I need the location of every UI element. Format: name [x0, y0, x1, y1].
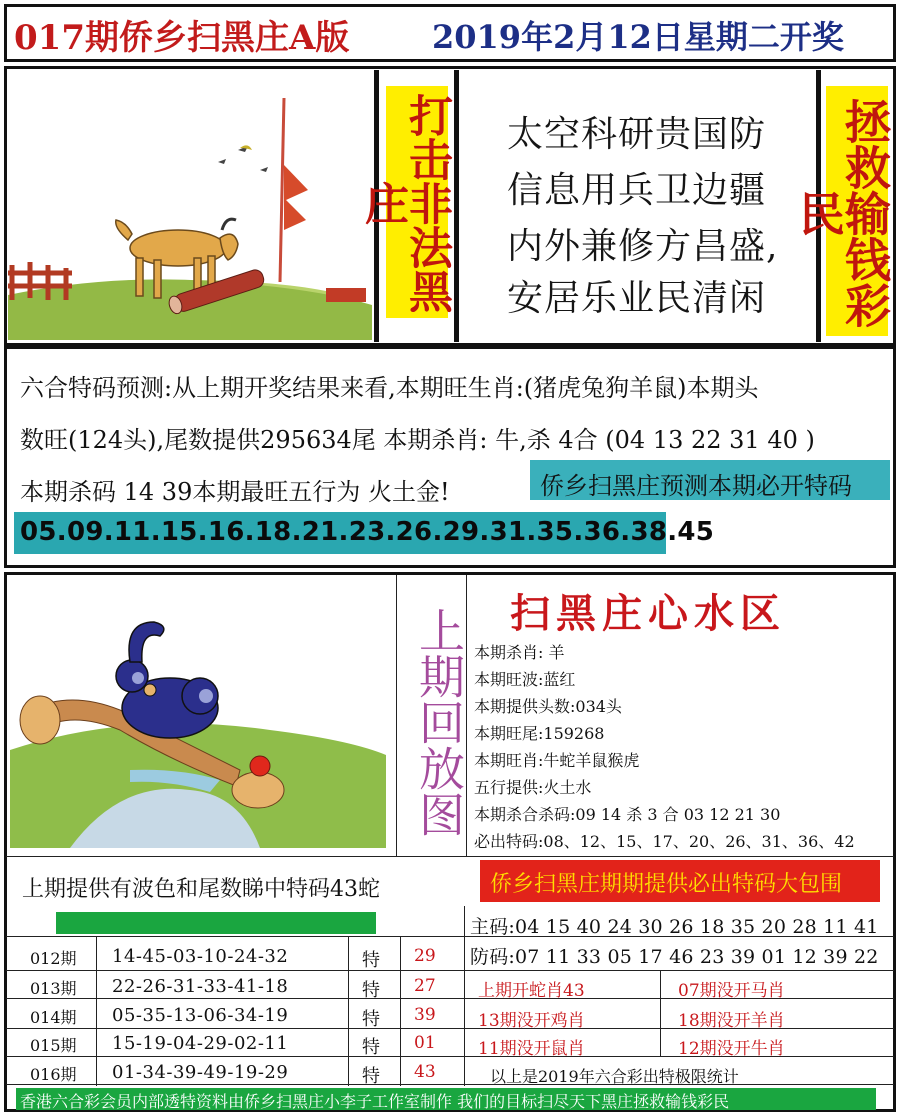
- info-line: 必出特码:08、12、15、17、20、26、31、36、42: [474, 832, 855, 851]
- poem-line: 太空科研贵国防: [507, 114, 767, 155]
- history-te: 特: [362, 1066, 380, 1087]
- poem-line: 内外兼修方昌盛,: [507, 226, 779, 267]
- note-left: 11期没开鼠肖: [478, 1039, 585, 1059]
- history-numbers: 15-19-04-29-02-11: [112, 1033, 289, 1054]
- divider: [466, 575, 467, 857]
- issue-title: 017期侨乡扫黑庄A版: [14, 18, 350, 58]
- must-open-banner: 侨乡扫黑庄期期提供必出特码大包围: [480, 860, 880, 902]
- divider: [464, 906, 465, 1086]
- divider: [348, 936, 349, 1086]
- goat-illustration: [8, 70, 372, 340]
- prediction-line: 本期杀码 14 39本期最旺五行为 火土金!: [20, 478, 450, 506]
- draw-date: 2019年2月12日星期二开奖: [432, 18, 844, 56]
- poem-block: [462, 70, 812, 338]
- green-bar: [56, 912, 376, 934]
- banner-rescue: 拯救输钱彩民: [826, 86, 888, 336]
- info-line: 本期旺波:蓝红: [474, 670, 576, 689]
- divider: [6, 1084, 894, 1085]
- history-code: 29: [414, 946, 436, 966]
- history-numbers: 01-34-39-49-19-29: [112, 1062, 289, 1083]
- poem-line: 安居乐业民清闲: [507, 278, 767, 319]
- predicted-numbers: 05.09.11.15.16.18.21.23.26.29.31.35.36.38.45: [14, 512, 666, 554]
- must-open-label: 侨乡扫黑庄预测本期必开特码: [530, 460, 890, 500]
- tips-title: 扫黑庄心水区: [510, 591, 786, 637]
- divider: [396, 575, 397, 857]
- prediction-line: 六合特码预测:从上期开奖结果来看,本期旺生肖:(猪虎兔狗羊鼠)本期头: [20, 374, 759, 402]
- note-left: 13期没开鸡肖: [478, 1011, 585, 1031]
- history-te: 特: [362, 950, 380, 971]
- footer-banner: 香港六合彩会员内部透特资料由侨乡扫黑庄小李子工作室制作 我们的目标扫尽天下黑庄拯救输钱彩民: [16, 1088, 876, 1110]
- info-line: 本期旺尾:159268: [474, 724, 605, 743]
- history-issue: 014期: [30, 1008, 77, 1027]
- info-line: 五行提供:火土水: [474, 778, 592, 797]
- poem-line: 信息用兵卫边疆: [507, 170, 767, 211]
- history-numbers: 05-35-13-06-34-19: [112, 1005, 289, 1026]
- info-line: 本期杀合杀码:09 14 杀 3 合 03 12 21 30: [474, 805, 781, 824]
- history-te: 特: [362, 980, 380, 1001]
- info-line: 本期旺肖:牛蛇羊鼠猴虎: [474, 751, 640, 770]
- history-numbers: 22-26-31-33-41-18: [112, 976, 289, 997]
- history-numbers: 14-45-03-10-24-32: [112, 946, 289, 967]
- stat-line: 以上是2019年六合彩出特极限统计: [490, 1067, 739, 1086]
- divider: [454, 70, 459, 342]
- info-line: 本期提供头数:034头: [474, 697, 622, 716]
- history-issue: 016期: [30, 1065, 77, 1084]
- history-code: 27: [414, 976, 436, 996]
- note-right: 12期没开牛肖: [678, 1039, 785, 1059]
- last-review-label: 上期回放图: [412, 607, 466, 837]
- info-line: 本期杀肖: 羊: [474, 643, 565, 662]
- history-code: 43: [414, 1062, 436, 1082]
- history-issue: 012期: [30, 949, 77, 968]
- divider: [6, 970, 894, 971]
- monkey-illustration: [10, 580, 386, 848]
- main-codes: 主码:04 15 40 24 30 26 18 35 20 28 11 41: [470, 916, 879, 938]
- history-issue: 015期: [30, 1036, 77, 1055]
- note-right: 18期没开羊肖: [678, 1011, 785, 1031]
- banner-crackdown: 打击非法黑庄: [386, 86, 448, 318]
- divider: [660, 970, 661, 1056]
- prediction-line: 数旺(124头),尾数提供295634尾 本期杀肖: 牛,杀 4合 (04 13 22 31 40 ): [20, 426, 815, 454]
- divider: [96, 936, 97, 1086]
- history-te: 特: [362, 1037, 380, 1058]
- divider: [400, 936, 401, 1086]
- last-provided-note: 上期提供有波色和尾数睇中特码43蛇: [22, 877, 380, 902]
- guard-codes: 防码:07 11 33 05 17 46 23 39 01 12 39 22: [470, 946, 879, 968]
- history-te: 特: [362, 1009, 380, 1030]
- history-code: 01: [414, 1033, 436, 1053]
- history-issue: 013期: [30, 979, 77, 998]
- note-right: 07期没开马肖: [678, 981, 785, 1001]
- note-left: 上期开蛇肖43: [478, 981, 585, 1001]
- divider: [6, 856, 894, 857]
- history-code: 39: [414, 1005, 436, 1025]
